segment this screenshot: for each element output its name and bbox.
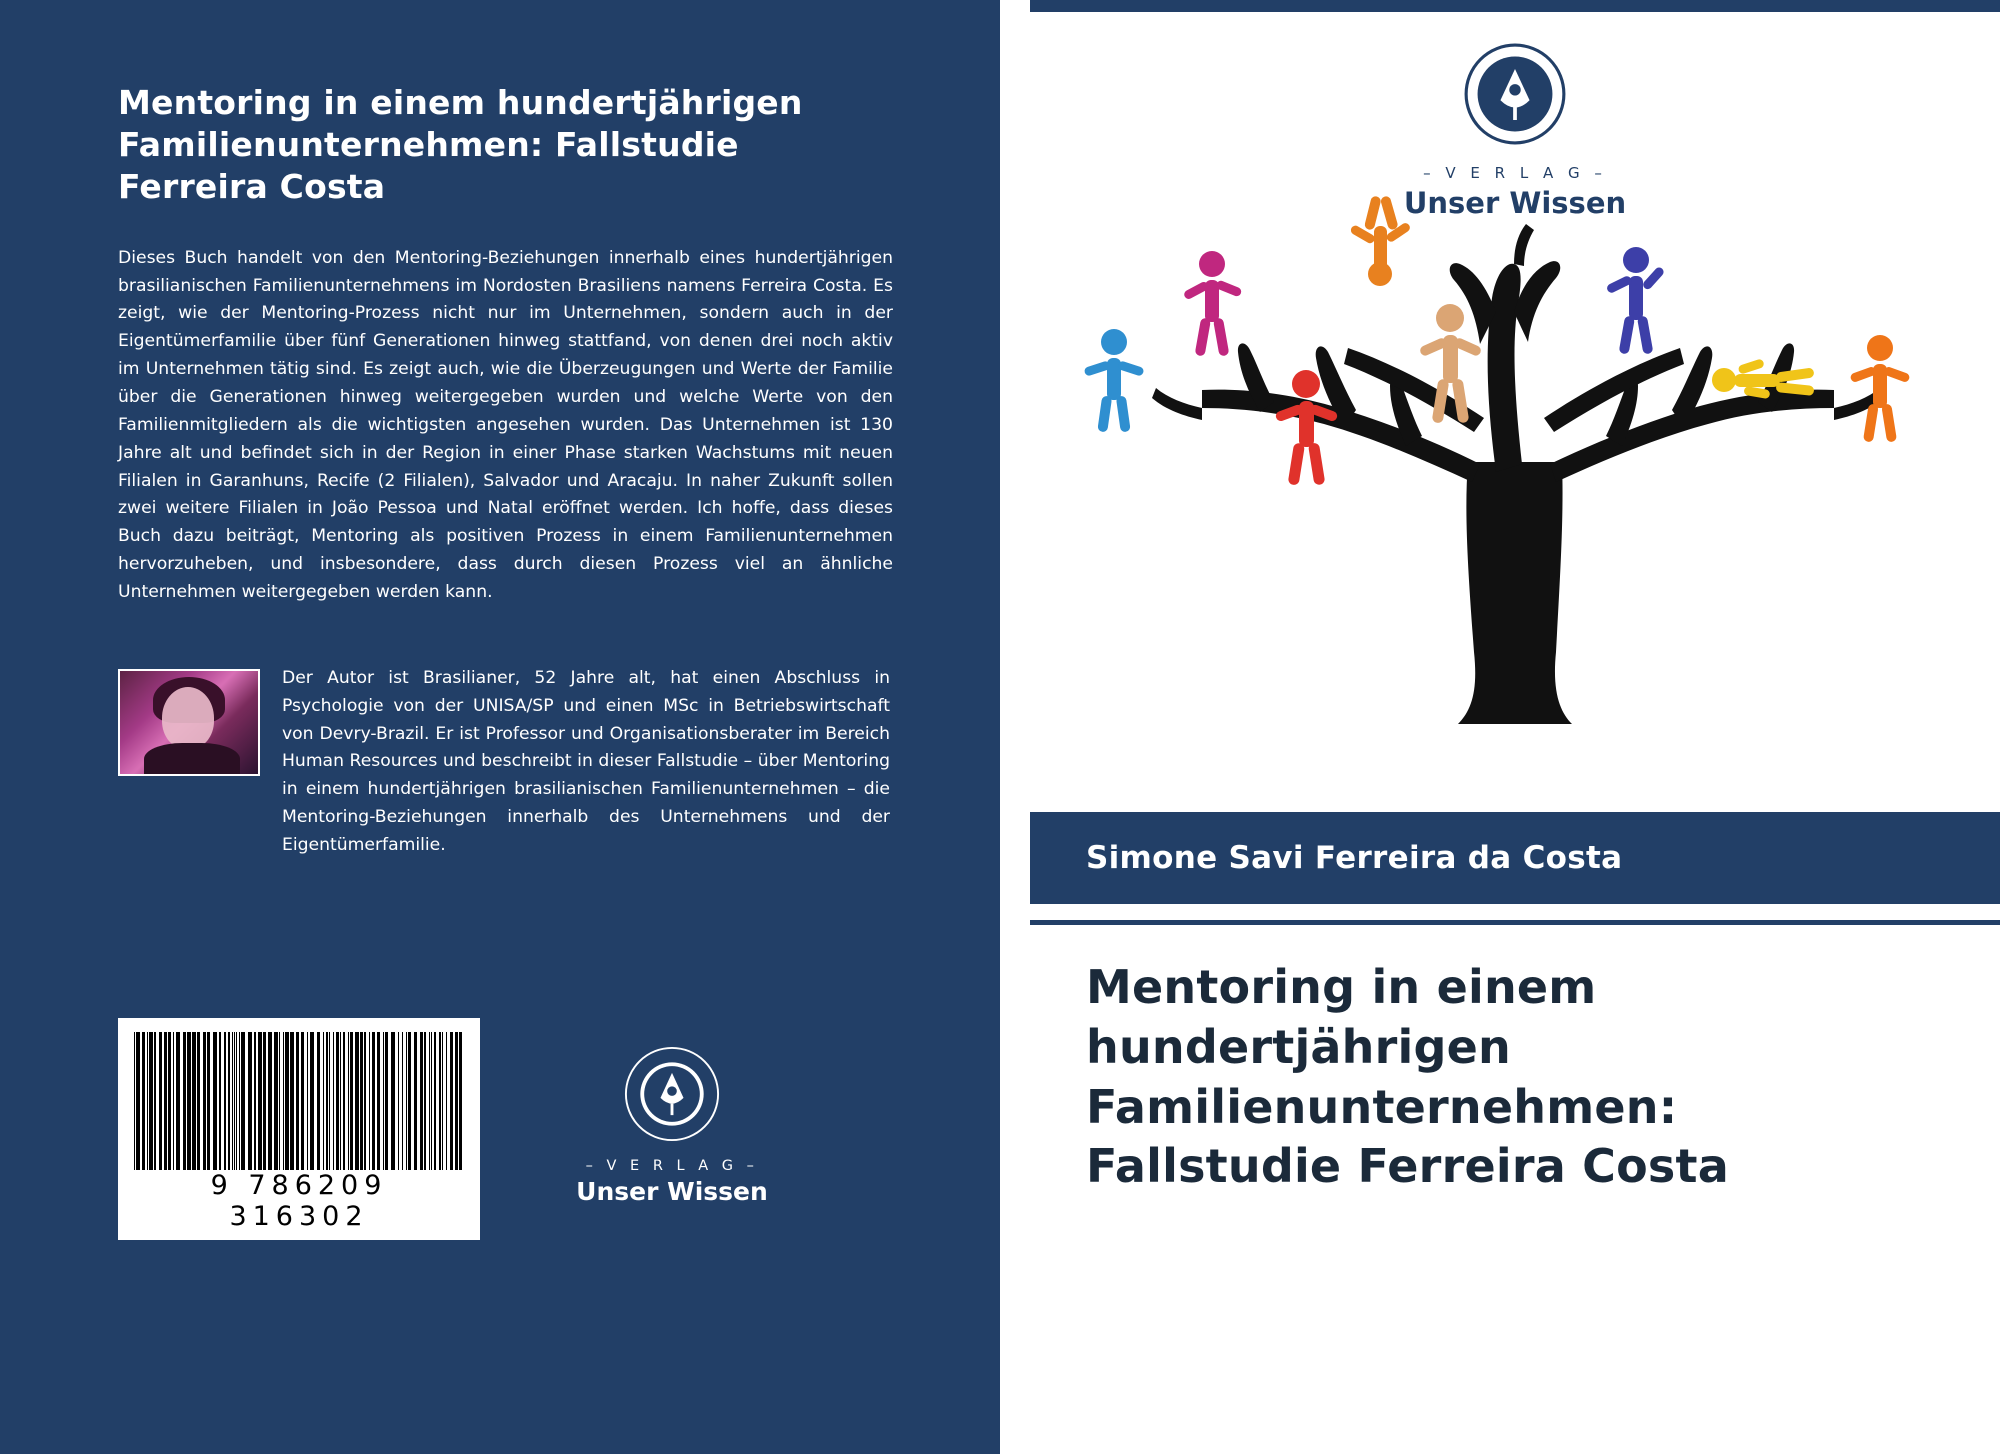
- figure-magenta: [1183, 251, 1243, 357]
- publisher-name-back: Unser Wissen: [576, 1177, 768, 1206]
- figure-orange-acrobat: [1349, 195, 1411, 286]
- back-cover-content: [118, 0, 908, 1454]
- barcode-row: [118, 1018, 908, 1240]
- back-cover-blurb: Dieses Buch handelt von den Mentoring-Beziehungen innerhalb eines hundertjährigen brasilianischen Familienunternehmens im Nordosten Brasiliens namens Ferreira Costa. Es zeigt, wie der Mentoring-Prozess nicht nur im Unternehmen, sondern auch in der Eigentümerfamilie über fünf Generationen hinweg stattfand, von denen drei noch aktiv im Unternehmen tätig sind. Es zeigt auch, wie die Überzeugungen und Werte der Familie über die Generationen hinweg weitergegeben wurden und welche Werte von den Familienmitgliedern als die wichtigsten angesehen wurden. Das Unternehmen ist 130 Jahre alt und befindet sich in der Region in einer Phase starken Wachstums mit neuen Filialen in Garanhuns, Recife (2 Filialen), Salvador und Aracaju. In naher Zukunft sollen zwei weitere Filialen in João Pessoa und Natal eröffnet werden. Ich hoffe, dass dieses Buch dazu beiträgt, Mentoring als positiven Prozess in einem Familienunternehmen hervorzuheben, und insbesondere, dass durch diesen Prozess viel an ähnliche Unternehmen weitergegeben werden kann.: [118, 247, 893, 603]
- front-cover: [1030, 0, 2000, 1454]
- photo-face-shape: [162, 687, 214, 749]
- pen-nib-seal-icon: [624, 1046, 720, 1142]
- isbn-number: 9 786209 316302: [210, 1170, 388, 1232]
- author-photo: [118, 669, 260, 776]
- figure-yellow-reclining: [1712, 358, 1815, 399]
- figure-purple: [1606, 247, 1666, 355]
- front-cover-title: Mentoring in einem hundertjährigen Familienunternehmen: Fallstudie Ferreira Costa: [1086, 960, 1729, 1194]
- barcode-bars: [134, 1032, 464, 1170]
- cover-illustration: [1044, 12, 1986, 812]
- figure-orange-right: [1849, 335, 1910, 443]
- publisher-verlag-label-front: – V E R L A G –: [1423, 164, 1607, 182]
- author-block: [118, 665, 893, 860]
- front-top-border: [1030, 0, 2000, 12]
- book-spine: [1000, 0, 1030, 1454]
- publisher-name-front: Unser Wissen: [1403, 186, 1627, 220]
- back-cover-title: Mentoring in einem hundertjährigen Familienunternehmen: Fallstudie Ferreira Costa: [118, 83, 803, 207]
- front-author-bar: [1030, 812, 2000, 904]
- front-divider-rule: [1030, 920, 2000, 925]
- publisher-logo-back: [572, 1046, 772, 1206]
- front-author-name: Simone Savi Ferreira da Costa: [1086, 840, 1623, 876]
- photo-body-shape: [144, 743, 240, 776]
- publisher-verlag-label: – V E R L A G –: [585, 1158, 759, 1174]
- isbn-barcode: [118, 1018, 480, 1240]
- figure-blue-left: [1083, 329, 1144, 433]
- author-biography: Der Autor ist Brasilianer, 52 Jahre alt, hat einen Abschluss in Psychologie von der UNISA/SP und einen MSc in Betriebswirtschaft von Devry-Brazil. Er ist Professor und Organisationsberater im Bereich Human Resources und beschreibt in dieser Fallstudie – über Mentoring in einem hundertjährigen brasilianischen Familienunternehmen – die Mentoring-Beziehungen innerhalb des Unternehmens und der Eigentümerfamilie.: [282, 667, 890, 856]
- family-tree-illustration: [1044, 12, 1986, 812]
